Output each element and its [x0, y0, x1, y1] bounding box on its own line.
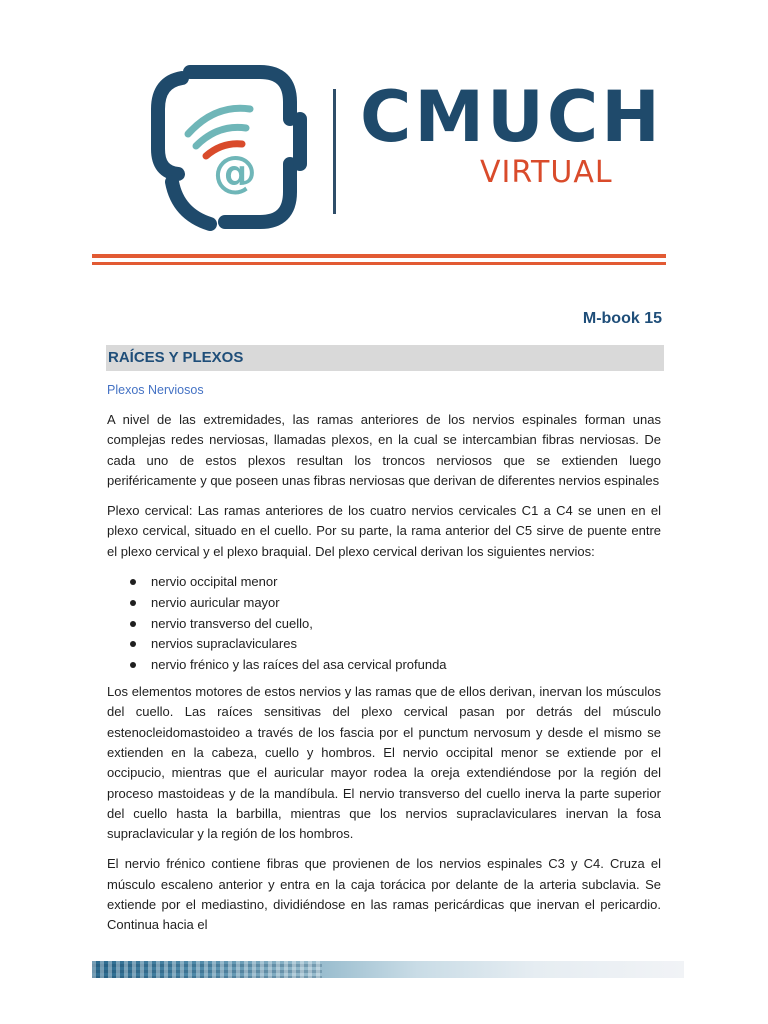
list-item: nervios supraclaviculares	[107, 634, 661, 655]
list-item: nervio transverso del cuello,	[107, 614, 661, 635]
paragraph: Los elementos motores de estos nervios y las ramas que de ellos derivan, inervan los músculos del cuello. Las raíces sensitivas del plexo cervical pasan por detrás del músculo estenocleidomastoideo a través de los fascia por el punctum nervosum y desde el mismo se extienden en la cabeza, cuello y hombros. El nervio occipital menor se extiende por el occipucio, mientras que el auricular mayor rodea la oreja extendiéndose por la región del proceso mastoideas y de la mandíbula. El nervio transverso del cuello inerva la parte superior del cuello hasta la barbilla, mientras que los nervios supraclaviculares inervan la fosa supraclavicular y la región de los hombros.	[107, 684, 661, 842]
cmuch-virtual-logo	[150, 64, 663, 234]
header-rule-top	[92, 254, 666, 258]
paragraph: El nervio frénico contiene fibras que provienen de los nervios espinales C3 y C4. Cruza el músculo escaleno anterior y entra en la caja torácica por delante de la arteria subclavia. Se extiende por el mediastino, dividiéndose en las ramas pericárdicas que inervan el pericardio. Continua hacia el	[107, 856, 661, 933]
logo-brand: CMUCH	[360, 76, 663, 158]
paragraph: Plexo cervical: Las ramas anteriores de los cuatro nervios cervicales C1 a C4 se unen en el plexo cervical, situado en el cuello. Por su parte, la rama anterior del C5 sirve de puente entre el plexo cervical y el plexo braquial. Del plexo cervical derivan los siguientes nervios:	[107, 503, 661, 559]
nerve-list	[107, 572, 661, 676]
paragraph: A nivel de las extremidades, las ramas anteriores de los nervios espinales forman unas complejas redes nerviosas, llamadas plexos, en la cual se intercambian fibras nerviosas. De cada uno de estos plexos resultan los troncos nerviosos que se extienden luego periféricamente y que poseen unas fibras nerviosas que derivan de diferentes nervios espinales	[107, 412, 661, 488]
section-title: RAÍCES Y PLEXOS	[108, 349, 244, 366]
bullet-icon	[130, 641, 136, 647]
svg-text:@: @	[213, 147, 257, 198]
book-label: M-book 15	[582, 310, 662, 327]
footer-pixel-pattern	[92, 961, 322, 978]
list-item: nervio occipital menor	[107, 572, 661, 593]
section-heading-bar	[106, 345, 664, 371]
bullet-icon	[130, 662, 136, 668]
logo-divider	[333, 89, 336, 214]
bullet-icon	[130, 600, 136, 606]
document-body	[107, 383, 661, 946]
wifi-at-icon	[150, 64, 310, 234]
logo-subbrand: VIRTUAL	[480, 155, 613, 190]
list-item: nervio auricular mayor	[107, 593, 661, 614]
bullet-icon	[130, 579, 136, 585]
header-rule-bottom	[92, 262, 666, 265]
list-item: nervio frénico y las raíces del asa cervical profunda	[107, 655, 661, 676]
subsection-title: Plexos Nerviosos	[107, 383, 204, 397]
bullet-icon	[130, 621, 136, 627]
footer-decorative-band	[92, 961, 684, 978]
